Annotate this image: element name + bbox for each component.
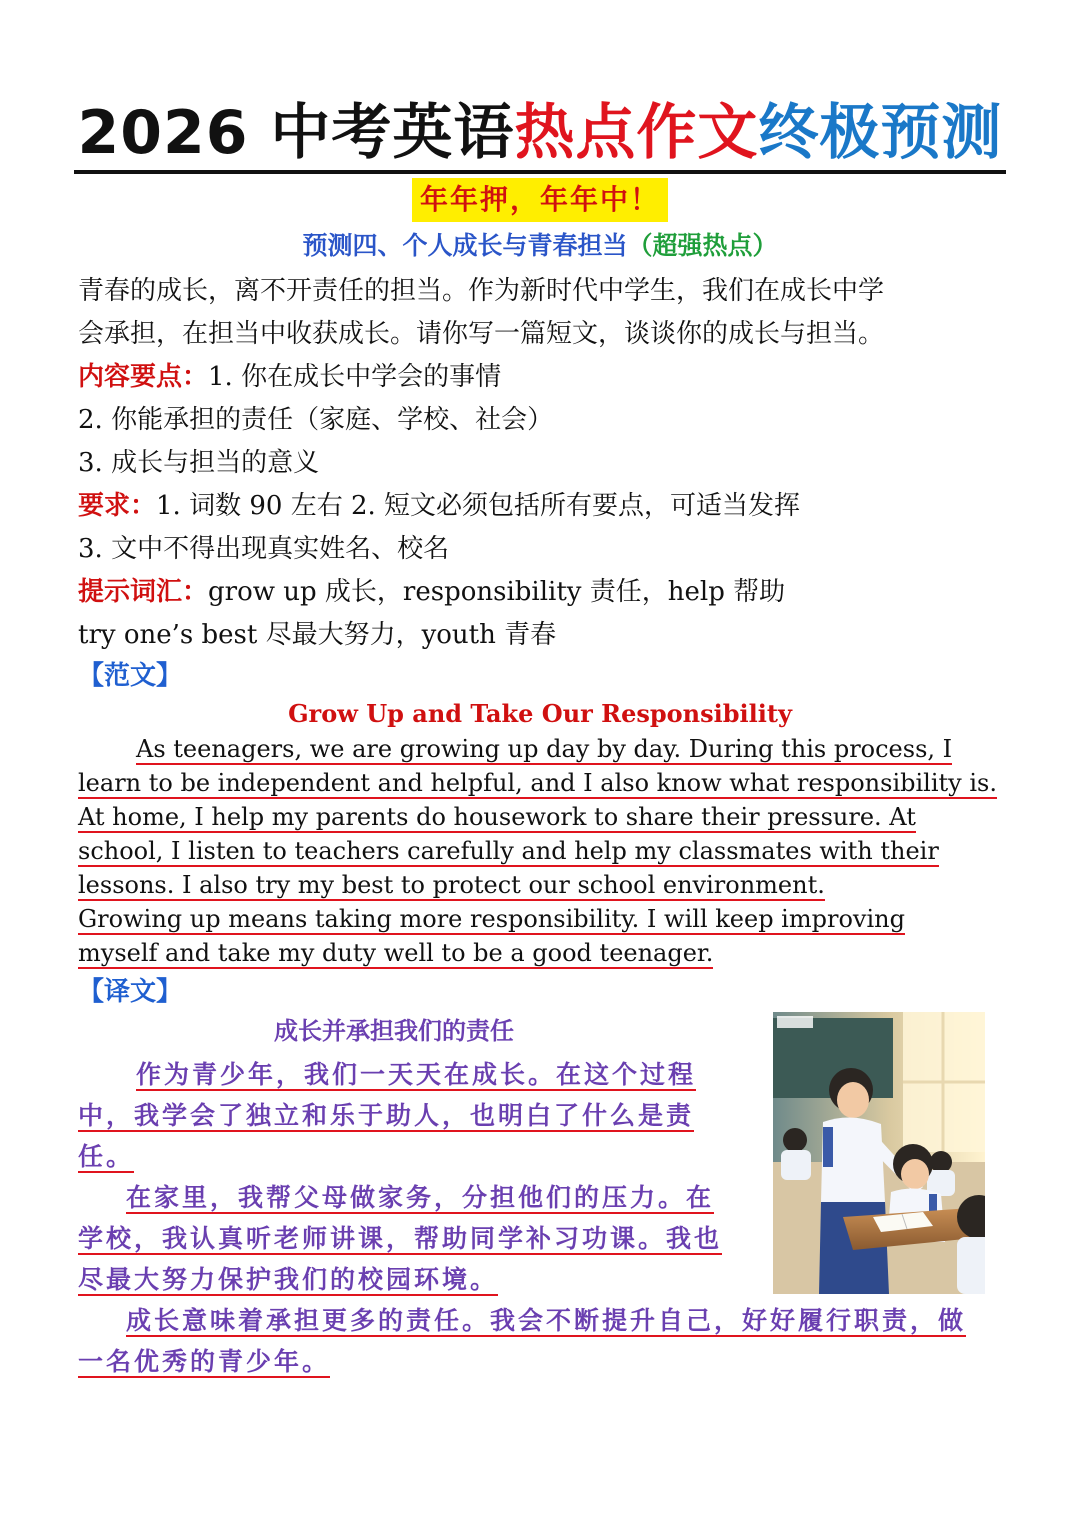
translation-line-text: 任。 xyxy=(78,1142,135,1171)
essay-line-text: At home, I help my parents do housework to share their pressure. At xyxy=(78,803,916,831)
essay-line xyxy=(78,868,1018,902)
essay-line-text: lessons. I also try my best to protect our school environment. xyxy=(78,871,825,899)
translation-line-text: 作为青少年，我们一天天在成长。在这个过程 xyxy=(136,1060,697,1089)
essay-line-text: school, I listen to teachers carefully and help my classmates with their xyxy=(78,837,939,865)
essay-line xyxy=(78,732,1018,766)
essay-line-text: myself and take my duty well to be a good teenager. xyxy=(78,939,714,967)
essay-line-text: As teenagers, we are growing up day by day. During this process, I xyxy=(136,735,953,763)
title-part-blue: 终极预测 xyxy=(758,98,1003,168)
prompt-block xyxy=(78,270,1008,657)
subtitle-main: 预测四、个人成长与青春担当 xyxy=(302,231,628,260)
vocab-row xyxy=(78,571,1008,614)
classroom-illustration xyxy=(773,1012,985,1294)
slogan-highlight: 年年押，年年中！ xyxy=(412,178,668,222)
title-part-black: 2026 中考英语 xyxy=(77,98,515,168)
translation-line-text: 在家里，我帮父母做家务，分担他们的压力。在 xyxy=(126,1183,715,1212)
classroom-illustration-svg xyxy=(773,1012,985,1294)
essay-line xyxy=(78,936,1018,970)
title-part-red: 热点作文 xyxy=(514,98,759,168)
translation-line-text: 学校，我认真听老师讲课，帮助同学补习功课。我也 xyxy=(78,1224,723,1253)
essay-line xyxy=(78,800,1018,834)
essay-line-text: Growing up means taking more responsibility. I will keep improving xyxy=(78,905,905,933)
essay-line xyxy=(78,834,1018,868)
translation-title: 成长并承担我们的责任 xyxy=(274,1016,514,1045)
vocab-label: 提示词汇： xyxy=(78,577,209,607)
model-essay-body xyxy=(78,732,1018,970)
content-point: 2. 你能承担的责任（家庭、学校、社会） xyxy=(78,405,554,435)
translation-line-text: 尽最大努力保护我们的校园环境。 xyxy=(78,1265,499,1294)
essay-title: Grow Up and Take Our Responsibility xyxy=(288,699,792,728)
section-subtitle xyxy=(0,228,1080,264)
model-essay-heading: 【范文】 xyxy=(78,661,183,691)
content-point: 3. 成长与担当的意义 xyxy=(78,448,320,478)
translation-line-text: 一名优秀的青少年。 xyxy=(78,1347,331,1376)
essay-line xyxy=(78,902,1018,936)
translation-line xyxy=(78,1341,1008,1382)
requirements-label: 要求： xyxy=(78,491,157,521)
requirement-text: 1. 词数 90 左右 2. 短文必须包括所有要点，可适当发挥 xyxy=(156,491,801,521)
page-title xyxy=(0,96,1080,174)
translation-line-text: 成长意味着承担更多的责任。我会不断提升自己，好好履行职责，做 xyxy=(126,1306,967,1335)
vocab-text: try one’s best 尽最大努力，youth 青春 xyxy=(78,620,557,650)
prompt-intro-line: 会承担，在担当中收获成长。请你写一篇短文，谈谈你的成长与担当。 xyxy=(78,319,885,349)
translation-line xyxy=(78,1300,1008,1341)
slogan-container xyxy=(0,178,1080,222)
requirements-row xyxy=(78,485,1008,528)
subtitle-tag: （超强热点） xyxy=(627,231,778,260)
translation-line-text: 中，我学会了独立和乐于助人，也明白了什么是责 xyxy=(78,1101,695,1130)
requirement-text: 3. 文中不得出现真实姓名、校名 xyxy=(78,534,450,564)
content-label: 内容要点： xyxy=(78,362,209,392)
essay-line xyxy=(78,766,1018,800)
vocab-text: grow up 成长，responsibility 责任，help 帮助 xyxy=(208,577,786,607)
content-points-row xyxy=(78,356,1008,399)
title-underline-wrap xyxy=(74,96,1007,174)
content-point: 1. 你在成长中学会的事情 xyxy=(208,362,502,392)
prompt-intro-line: 青春的成长，离不开责任的担当。作为新时代中学生，我们在成长中学 xyxy=(78,276,885,306)
essay-line-text: learn to be independent and helpful, and I also know what responsibility is. xyxy=(78,769,997,797)
translation-heading: 【译文】 xyxy=(78,977,183,1007)
